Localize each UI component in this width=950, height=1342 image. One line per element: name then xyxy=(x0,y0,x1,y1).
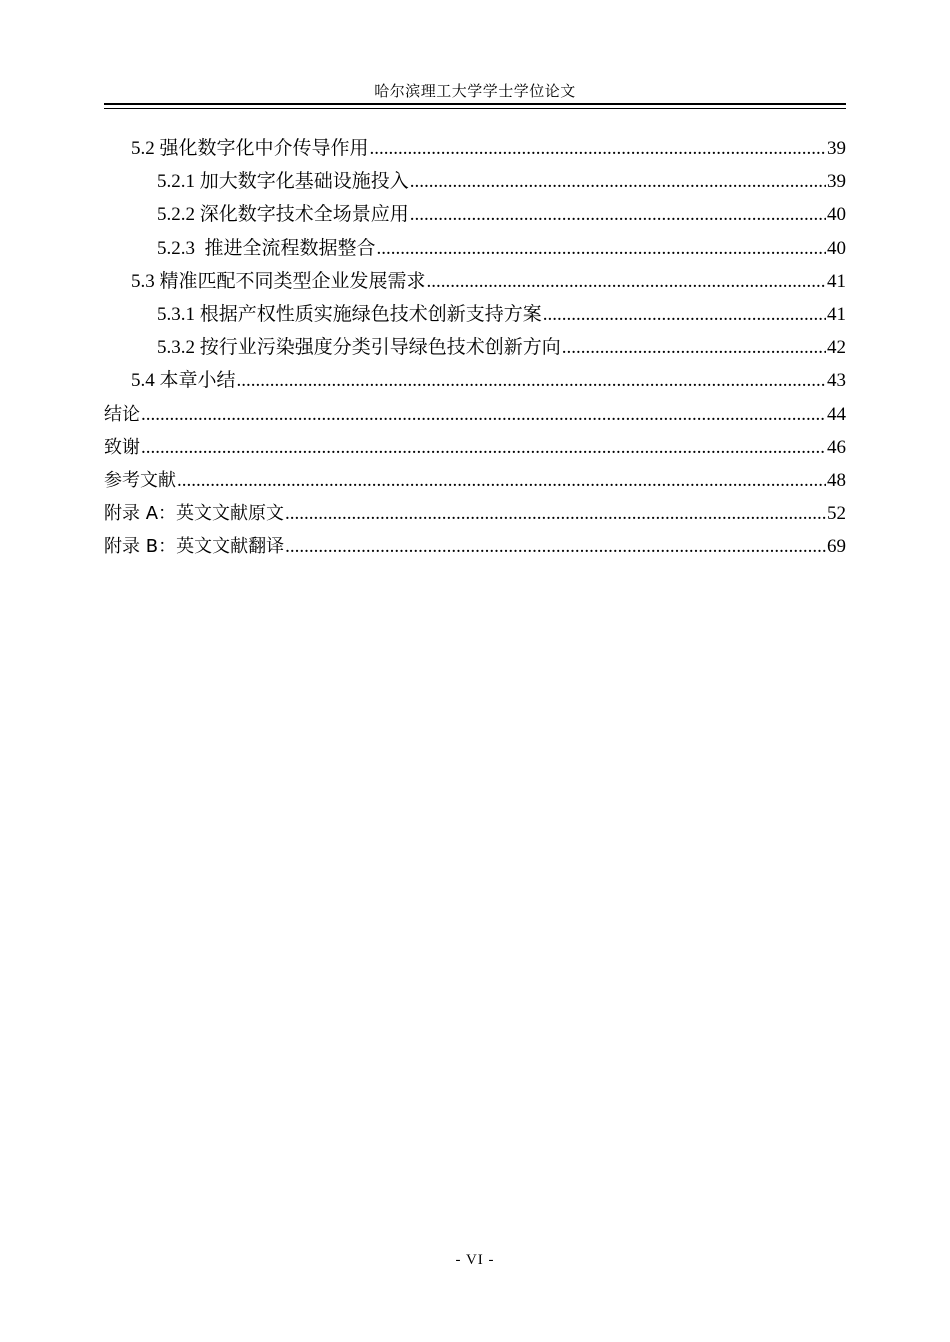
toc-entry-title: 附录 A：英文文献原文 xyxy=(104,503,285,525)
toc-entry-page: 40 xyxy=(827,237,846,259)
toc-dot-leader xyxy=(177,464,826,497)
toc-dot-leader xyxy=(562,331,826,364)
toc-entry-page: 40 xyxy=(827,204,846,226)
toc-dot-leader xyxy=(141,431,826,464)
toc-entry-title: 致谢 xyxy=(104,436,140,458)
toc-dot-leader xyxy=(427,265,826,298)
toc-entry-page: 41 xyxy=(827,270,846,292)
toc-entry-page: 46 xyxy=(827,436,846,458)
toc-entry-title: 5.2 强化数字化中介传导作用 xyxy=(131,138,369,159)
toc-dot-leader xyxy=(237,364,826,397)
toc-entry-page: 44 xyxy=(827,403,846,425)
toc-entry[interactable] xyxy=(104,132,846,165)
toc-entry-title: 结论 xyxy=(104,403,140,425)
toc-dot-leader xyxy=(377,232,826,265)
toc-entry-page: 52 xyxy=(827,503,846,525)
toc-entry[interactable] xyxy=(104,464,846,497)
toc-entry[interactable] xyxy=(104,298,846,331)
toc-entry[interactable] xyxy=(104,331,846,364)
toc-entry[interactable] xyxy=(104,431,846,464)
toc-entry-title: 5.3.1 根据产权性质实施绿色技术创新支持方案 xyxy=(157,303,542,325)
toc-entry-title: 5.3 精准匹配不同类型企业发展需求 xyxy=(131,270,426,292)
table-of-contents xyxy=(104,132,846,563)
toc-entry-title: 5.2.1 加大数字化基础设施投入 xyxy=(157,171,409,193)
page-header: 哈尔滨理工大学学士学位论文 xyxy=(374,84,576,100)
toc-dot-leader xyxy=(410,165,826,198)
page-number: - VI - xyxy=(455,1252,495,1268)
toc-entry-page: 39 xyxy=(827,171,846,193)
toc-entry-title: 参考文献 xyxy=(104,469,176,491)
toc-entry[interactable] xyxy=(104,398,846,431)
toc-entry-title: 5.2.2 深化数字技术全场景应用 xyxy=(157,204,409,226)
toc-entry[interactable] xyxy=(104,530,846,563)
toc-entry[interactable] xyxy=(104,165,846,198)
header-rule xyxy=(104,103,846,109)
toc-entry[interactable] xyxy=(104,497,846,530)
toc-entry-page: 39 xyxy=(827,138,846,159)
toc-entry-page: 69 xyxy=(827,536,846,558)
toc-entry[interactable] xyxy=(104,265,846,298)
toc-entry[interactable] xyxy=(104,198,846,231)
toc-dot-leader xyxy=(543,298,826,331)
toc-dot-leader xyxy=(285,530,826,563)
toc-entry-title: 5.2.3 推进全流程数据整合 xyxy=(157,237,376,259)
toc-dot-leader xyxy=(141,398,826,431)
toc-dot-leader xyxy=(410,198,826,231)
toc-entry-page: 48 xyxy=(827,469,846,491)
toc-entry-page: 43 xyxy=(827,370,846,392)
toc-entry-title: 5.4 本章小结 xyxy=(131,370,236,392)
toc-entry-title: 附录 B：英文文献翻译 xyxy=(104,536,285,558)
toc-entry-title: 5.3.2 按行业污染强度分类引导绿色技术创新方向 xyxy=(157,337,561,359)
toc-dot-leader xyxy=(370,132,826,165)
toc-entry-page: 41 xyxy=(827,303,846,325)
toc-entry[interactable] xyxy=(104,364,846,397)
toc-entry-page: 42 xyxy=(827,337,846,359)
toc-entry[interactable] xyxy=(104,232,846,265)
toc-dot-leader xyxy=(285,497,826,530)
